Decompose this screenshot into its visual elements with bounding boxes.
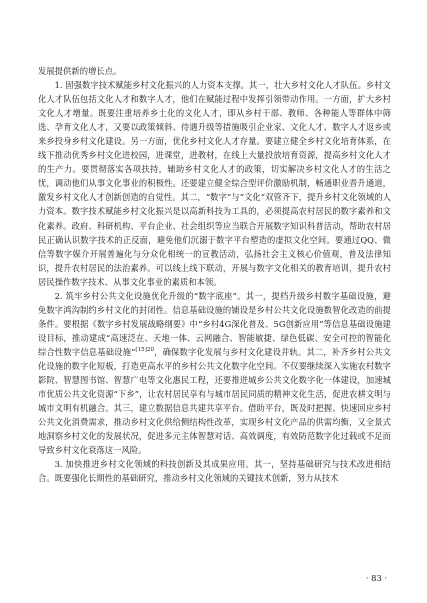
paragraph-1: 发展提供新的增长点。: [38, 66, 122, 76]
paragraph-3: [38, 289, 391, 458]
document-body: [38, 64, 391, 485]
paragraph-2: 1. 固强数字技术赋能乡村文化振兴的人力资本支撑。其一，壮大乡村文化人才队伍。乡村文化人才队伍包括文化人才和数字人才，他们在赋能过程中发挥引领带动作用。一方面，扩大乡村文化人才增量。既要注重培养乡土化的文化人才，即从乡村干部、教师、各种能人等群体中筛选、孕育文化人才，又要以政策倾斜、待遇升级等措施吸引企业家、文化人才、数字人才返乡或来乡投身乡村文化建设。另一方面，优化乡村文化人才存量。要建立健全乡村文化培育体系，在线下推动优秀乡村文化进校园，进课堂，进教材，在线上大量投放培育资源，提高乡村文化人才的生产力。要贯彻落实各项扶持，辅助乡村文化人才的政策，切实解决乡村文化人才的生活之忧，调动他们从事文化事业的积极性。还要建立健全综合型评价激励机制，畅通职业晋升通道，激发乡村文化人才创新创造的自觉性。其二，“数字”与“文化”双管齐下，提升乡村文化领域的人力资本。数字技术赋能乡村文化振兴是以高新科技为工具的，必须提高农村居民的数字素养和文化素养。政府、科研机构、平台企业、社会组织等应当联合开展数字知识科普活动，帮助农村居民正确认识数字技术的正反面，避免他们沉溺于数字平台塑造的虚拟文化空间。要通过QQ、微信等数字媒介开展普遍化与分众化相统一的宣教活动，弘扬社会主义核心价值观，普及法律知识，提升农村居民的法治素养。可以线上线下联动，开展与数字文化相关的教育培训，提升农村居民操作数字技术、从事文化事业的素质和本领。: [38, 80, 391, 287]
citation-superscript: [15]20: [135, 347, 154, 354]
paragraph-3-tail: ，确保数字化发展与乡村文化建设并轨。其二，补齐乡村公共文化设施的数字化短板，打造更高水平的乡村公共文化数字化空间。不仅要继续深入实施农村数字影院、智慧图书馆、智慧广电等文化惠民工程，还要推进城乡公共文化数字化一体建设，加速城市优质公共文化资源“下乡”，让农村居民享有与城市居民同质的精神文化生活，促进农耕文明与城市文明有机融合。其三，建立数据信息共建共享平台。借助平台，既及时把握、快速回应乡村公共文化消费需求，推动乡村文化供给侧结构性改革，实现乡村文化产品的供需均衡，又全景式地洞察乡村文化的发展状况，促进多元主体智慧对话、高效调度，有效防范数字化过载或不足而导致乡村文化衰落这一风险。: [38, 346, 392, 456]
paragraph-4: 3. 加快推进乡村文化领域的科技创新及其成果应用。其一，坚持基础研究与技术改进相结合。既要强化长期性的基础研究，推动乡村文化领域的关键技术创新，努力从技术: [38, 459, 391, 484]
page-number: · 83 ·: [365, 573, 387, 583]
paragraph-3-text: 2. 筑牢乡村公共文化设施优化升级的“数字底座”。其一，提档升级乡村数字基础设施，避免数字鸿沟制约乡村文化的封闭性。信息基础设施的铺设是乡村公共文化设施数智化改造的前提条件。要根据《数字乡村发展战略纲要》中“乡村4G深化普及、5G创新应用”等信息基础设施建设目标，推动建成“高速泛在、天地一体、云网融合、智能敏捷、绿色低碳、安全可控的智能化综合性数字信息基础设施”: [38, 290, 391, 357]
